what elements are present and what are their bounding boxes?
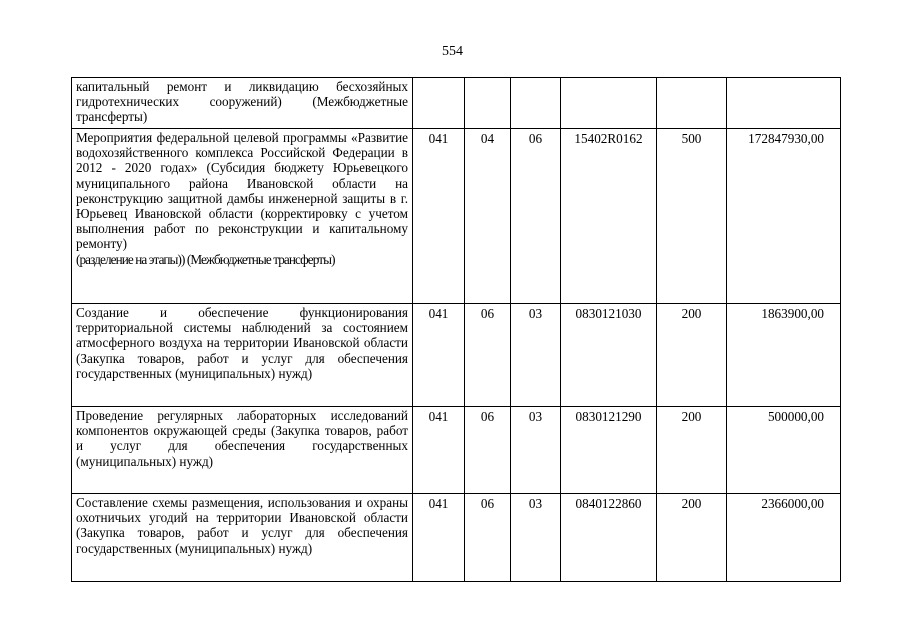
target-article-code — [561, 78, 657, 129]
row-description — [72, 304, 413, 407]
section-code: 06 — [465, 304, 511, 407]
description-text: Мероприятия федеральной целевой программы «Развитие водохозяйственного комплекса Российской Федерации в 2012 - 2020 годах» (Субсидия бюджету Юрьевецкого муниципального района Ивановской области на реконструкцию защитной дамбы инженерной защиты в г. Юрьевец Ивановской области (корректировку с учетом выполнения работ по реконструкции и капитальному ремонту) — [76, 130, 408, 252]
table-row — [72, 494, 841, 582]
section-code: 06 — [465, 407, 511, 494]
amount-value: 172847930,00 — [727, 129, 841, 304]
expense-type-code: 500 — [657, 129, 727, 304]
target-article-code: 15402R0162 — [561, 129, 657, 304]
subsection-code: 03 — [511, 494, 561, 582]
target-article-code: 0830121290 — [561, 407, 657, 494]
row-description — [72, 78, 413, 129]
page-number: 554 — [442, 44, 463, 59]
subsection-code — [511, 78, 561, 129]
description-text: Составление схемы размещения, использования и охраны охотничьих угодий на территории Ивановской области (Закупка товаров, работ и услуг для обеспечения государственных (муниципальных) нужд) — [76, 495, 408, 556]
section-code: 06 — [465, 494, 511, 582]
expense-type-code: 200 — [657, 304, 727, 407]
subsection-code: 03 — [511, 304, 561, 407]
expense-type-code: 200 — [657, 494, 727, 582]
amount-value: 2366000,00 — [727, 494, 841, 582]
description-text: Создание и обеспечение функционирования территориальной системы наблюдений за состоянием атмосферного воздуха на территории Ивановской области (Закупка товаров, работ и услуг для обеспечения государственных (муниципальных) нужд) — [76, 305, 408, 381]
amount-value — [727, 78, 841, 129]
ministry-code: 041 — [413, 494, 465, 582]
ministry-code: 041 — [413, 129, 465, 304]
section-code: 04 — [465, 129, 511, 304]
amount-value: 500000,00 — [727, 407, 841, 494]
ministry-code: 041 — [413, 304, 465, 407]
target-article-code: 0830121030 — [561, 304, 657, 407]
description-text-tail: (разделение на этапы)) (Межбюджетные трансферты) — [76, 251, 335, 267]
table-row — [72, 129, 841, 304]
ministry-code — [413, 78, 465, 129]
budget-table — [71, 77, 841, 582]
description-text: Проведение регулярных лабораторных исследований компонентов окружающей среды (Закупка товаров, работ и услуг для обеспечения государственных (муниципальных) нужд) — [76, 408, 408, 469]
target-article-code: 0840122860 — [561, 494, 657, 582]
table-row — [72, 407, 841, 494]
row-description — [72, 407, 413, 494]
row-description — [72, 129, 413, 304]
expense-type-code: 200 — [657, 407, 727, 494]
subsection-code: 03 — [511, 407, 561, 494]
subsection-code: 06 — [511, 129, 561, 304]
table-row — [72, 304, 841, 407]
table-row — [72, 78, 841, 129]
row-description — [72, 494, 413, 582]
description-text: капитальный ремонт и ликвидацию бесхозяйных гидротехнических сооружений) (Межбюджетные трансферты) — [76, 79, 408, 125]
amount-value: 1863900,00 — [727, 304, 841, 407]
section-code — [465, 78, 511, 129]
expense-type-code — [657, 78, 727, 129]
ministry-code: 041 — [413, 407, 465, 494]
